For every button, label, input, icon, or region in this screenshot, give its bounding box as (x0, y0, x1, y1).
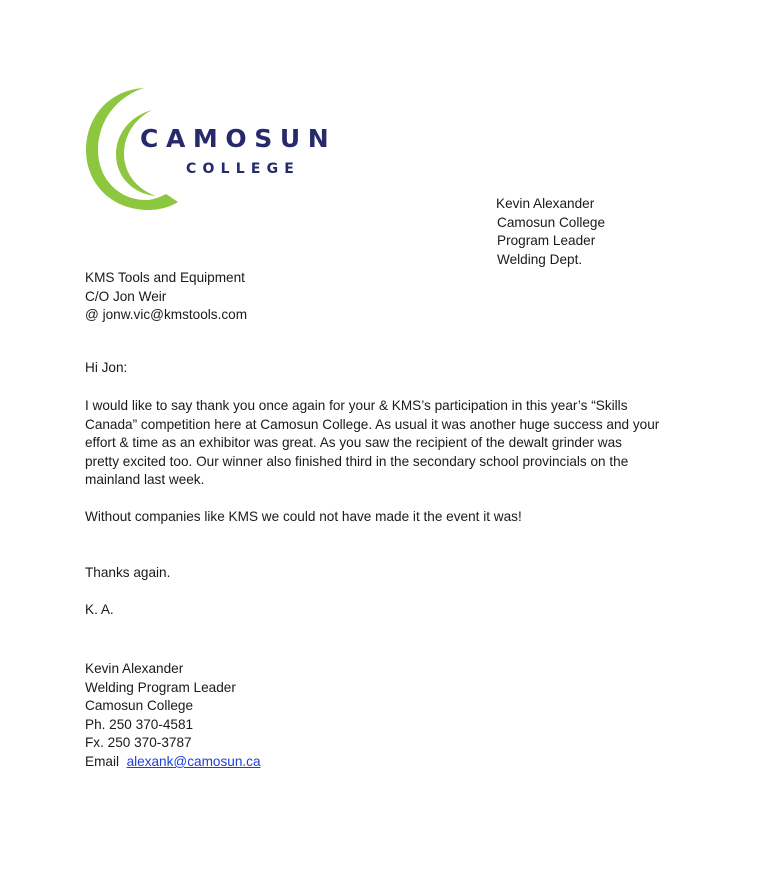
signature-org: Camosun College (85, 698, 194, 714)
signature-fax: Fx. 250 370-3787 (85, 735, 192, 751)
paragraph-line: Canada” competition here at Camosun College. As usual it was another huge success and your (85, 416, 660, 432)
recipient-contact: C/O Jon Weir (85, 288, 167, 304)
sender-org: Camosun College (497, 214, 606, 230)
sender-role: Program Leader (497, 233, 596, 249)
body-paragraph-2: Without companies like KMS we could not have made it the event it was! (85, 509, 522, 524)
sender-name: Kevin Alexander (496, 196, 595, 211)
sender-dept: Welding Dept. (497, 251, 583, 267)
logo-subtitle: COLLEGE (186, 161, 301, 177)
signature-email-row (85, 753, 261, 772)
recipient-address-block (85, 269, 247, 325)
body-paragraph-1 (85, 397, 685, 490)
signature-name: Kevin Alexander (85, 661, 184, 676)
camosun-college-logo (86, 86, 356, 212)
initials: K. A. (85, 602, 114, 617)
paragraph-line: mainland last week. (85, 472, 205, 488)
recipient-email: @ jonw.vic@kmstools.com (85, 307, 248, 323)
signature-phone: Ph. 250 370-4581 (85, 716, 194, 732)
email-label: Email (85, 753, 119, 769)
email-link[interactable]: alexank@camosun.ca (126, 753, 261, 769)
signature-block (85, 660, 261, 772)
paragraph-line: pretty excited too. Our winner also finished third in the secondary school provincials on the (85, 453, 629, 469)
logo-wordmark: CAMOSUN (140, 124, 337, 153)
salutation: Hi Jon: (85, 360, 128, 375)
recipient-company: KMS Tools and Equipment (85, 270, 245, 285)
signature-title: Welding Program Leader (85, 679, 236, 695)
closing: Thanks again. (85, 565, 171, 580)
sender-address-block (496, 195, 605, 269)
paragraph-line: I would like to say thank you once again for your & KMS’s participation in this year’s “Skills (85, 398, 628, 413)
paragraph-line: effort & time as an exhibitor was great. As you saw the recipient of the dewalt grinder was (85, 435, 622, 451)
